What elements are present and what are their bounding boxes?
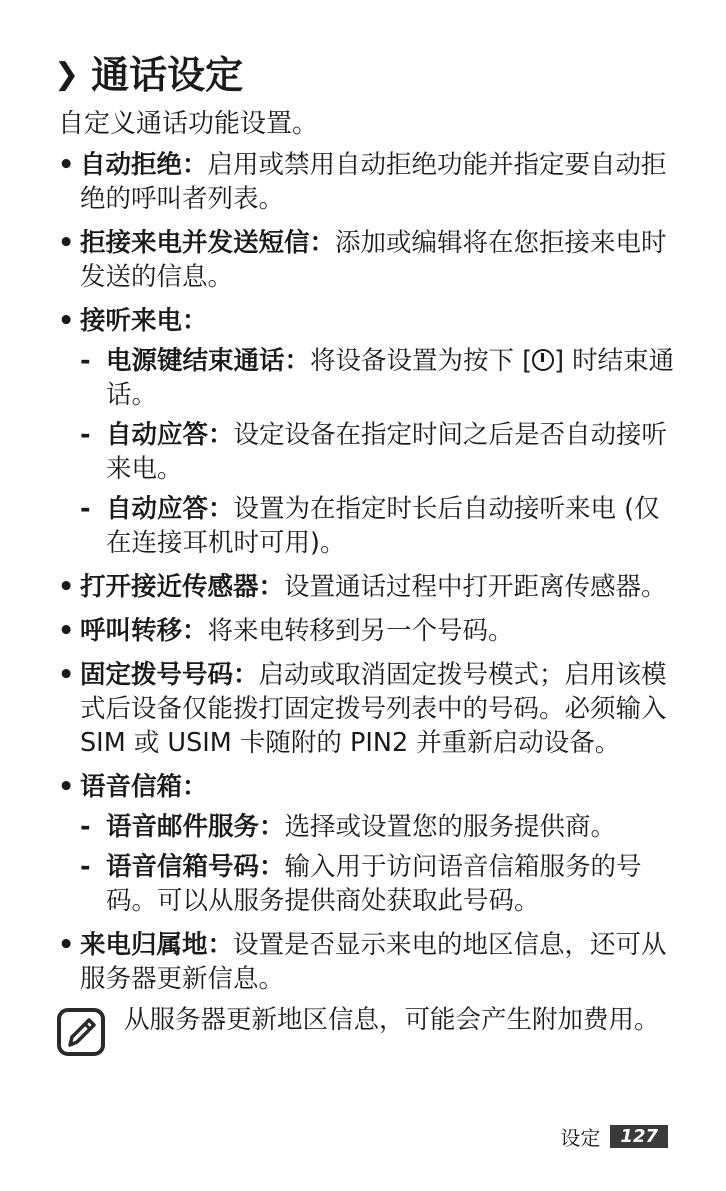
sub-item-voicemail-number xyxy=(80,850,678,918)
list-item-voicemail xyxy=(58,770,678,918)
sub-item-text: 选择或设置您的服务提供商。 xyxy=(284,812,617,842)
sub-item-label: 自动应答： xyxy=(106,494,234,524)
item-text: 设置是否显示来电的地区信息，还可从服务器更新信息。 xyxy=(80,930,667,994)
list-item-fdn xyxy=(58,658,678,760)
bullet: • xyxy=(58,616,75,646)
sub-item-text: 设定设备在指定时间之后是否自动接听来电。 xyxy=(106,420,668,484)
bullet: • xyxy=(58,660,75,690)
bullet: • xyxy=(58,930,75,960)
item-label: 拒接来电并发送短信： xyxy=(80,228,336,258)
sub-item-label: 自动应答： xyxy=(106,420,234,450)
sub-item-label: 语音信箱号码： xyxy=(106,852,285,882)
dash: - xyxy=(80,852,91,882)
sub-item-voicemail-service xyxy=(80,810,678,844)
item-text: 启用或禁用自动拒绝功能并指定要自动拒绝的呼叫者列表。 xyxy=(80,150,667,214)
page-title: 通话设定 xyxy=(91,53,244,97)
sub-item-auto-answer-2 xyxy=(80,492,678,560)
sub-item-text-before: 将设备设置为按下 [ xyxy=(310,346,533,376)
list-item-proximity xyxy=(58,570,678,604)
sub-item-label: 语音邮件服务： xyxy=(106,812,285,842)
dash: - xyxy=(80,346,91,376)
dash: - xyxy=(80,812,91,842)
item-label: 来电归属地： xyxy=(80,930,234,960)
dash: - xyxy=(80,420,91,450)
sub-item-power-end xyxy=(80,344,678,412)
page-footer xyxy=(560,1122,668,1151)
list-item-forward xyxy=(58,614,678,648)
note-pencil-icon xyxy=(56,1007,106,1057)
bullet: • xyxy=(58,150,75,180)
item-text: 设置通话过程中打开距离传感器。 xyxy=(284,572,667,602)
item-text: 启动或取消固定拨号模式；启用该模式后设备仅能拨打固定拨号列表中的号码。必须输入 SIM 或 USIM 卡随附的 PIN2 并重新启动设备。 xyxy=(80,660,667,758)
power-key-icon xyxy=(532,349,554,371)
item-text: 将来电转移到另一个号码。 xyxy=(207,616,514,646)
dash: - xyxy=(80,494,91,524)
bullet: • xyxy=(58,572,75,602)
list-item-reject-msg xyxy=(58,226,678,294)
list-item-answer xyxy=(58,304,678,560)
footer-section-label: 设定 xyxy=(560,1126,601,1150)
list-item-caller-location xyxy=(58,928,678,996)
settings-list xyxy=(58,148,678,1006)
bullet: • xyxy=(58,228,75,258)
section-header xyxy=(54,52,243,98)
page-number: 127 xyxy=(610,1125,668,1148)
item-label: 语音信箱： xyxy=(80,772,208,802)
note-text: 从服务器更新地区信息，可能会产生附加费用。 xyxy=(124,1005,660,1035)
sub-item-label: 电源键结束通话： xyxy=(106,346,311,376)
item-label: 固定拨号号码： xyxy=(80,660,259,690)
sub-item-text: 设置为在指定时长后自动接听来电 (仅在连接耳机时可用)。 xyxy=(106,494,660,558)
item-label: 打开接近传感器： xyxy=(80,572,285,602)
sub-item-text-after: ] 时结束通话。 xyxy=(106,346,675,410)
note-box xyxy=(56,1003,676,1057)
item-label: 呼叫转移： xyxy=(80,616,208,646)
bullet: • xyxy=(58,306,75,336)
item-label: 接听来电： xyxy=(80,306,208,336)
bullet: • xyxy=(58,772,75,802)
chevron-right-icon: ❯ xyxy=(54,57,80,92)
item-label: 自动拒绝： xyxy=(80,150,208,180)
intro-text: 自定义通话功能设置。 xyxy=(58,109,319,139)
item-text: 添加或编辑将在您拒接来电时发送的信息。 xyxy=(80,228,667,292)
sub-item-auto-answer-1 xyxy=(80,418,678,486)
sub-item-text: 输入用于访问语音信箱服务的号码。可以从服务提供商处获取此号码。 xyxy=(106,852,642,916)
list-item-auto-reject xyxy=(58,148,678,216)
